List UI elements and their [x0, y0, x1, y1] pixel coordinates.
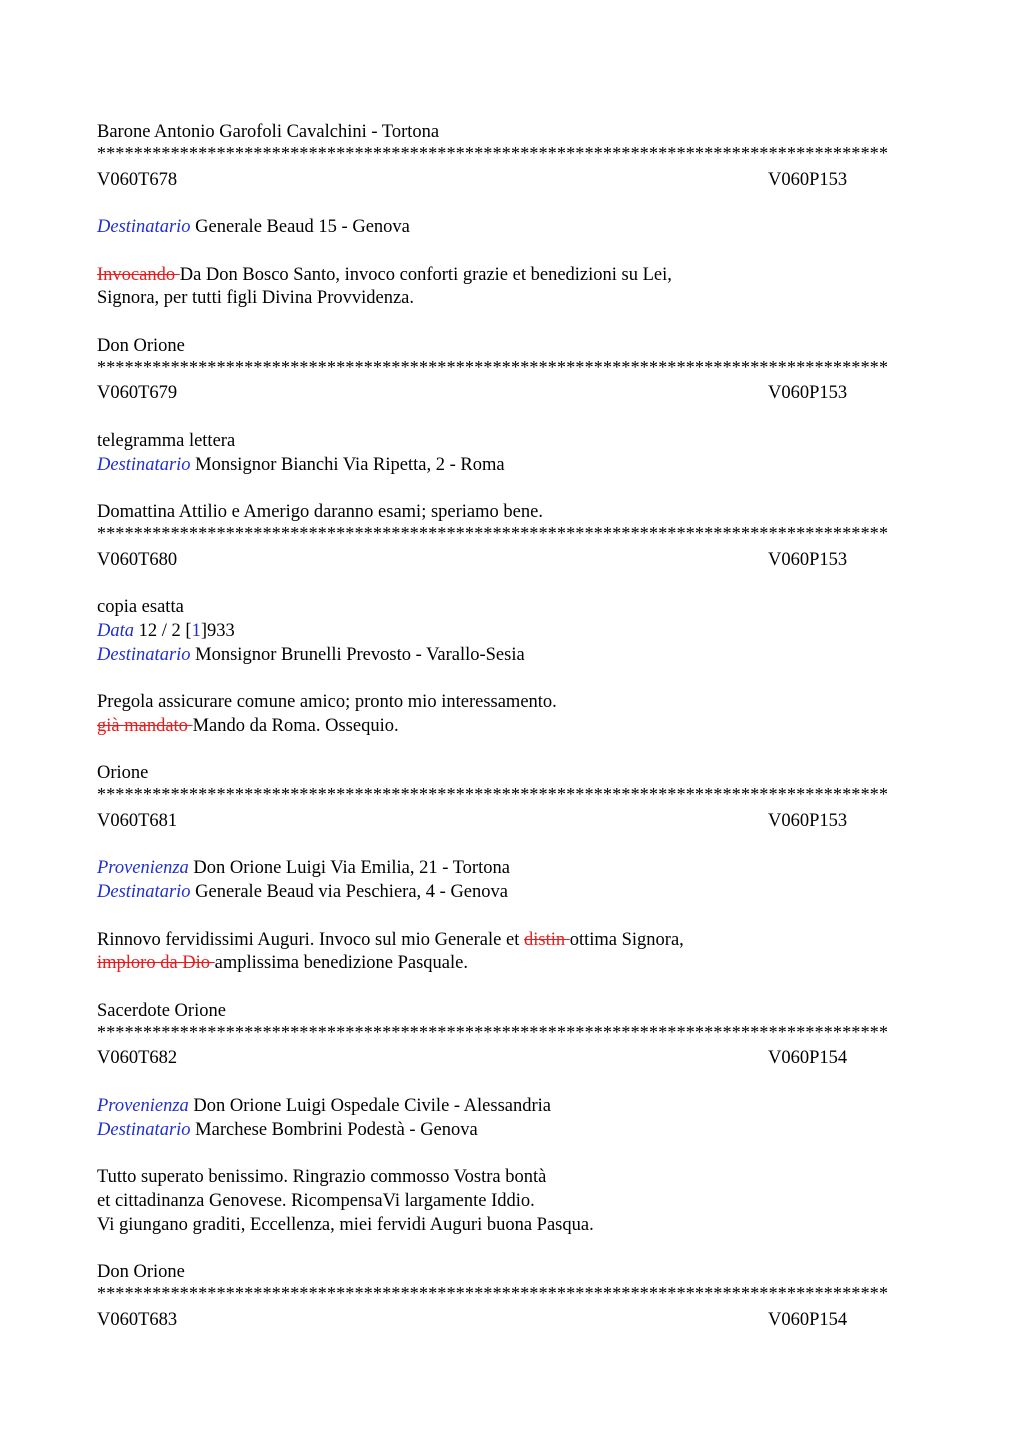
- entry-code-row: [97, 549, 927, 573]
- page-code: V060P154: [768, 1048, 848, 1069]
- separator: **************************************************************************************: [97, 524, 889, 543]
- entry-code-row: [97, 810, 927, 834]
- data-line: [97, 620, 927, 644]
- page-code: V060P154: [768, 1309, 848, 1330]
- body-line: [97, 264, 927, 288]
- page-code: V060P153: [768, 810, 848, 831]
- provenienza-label: Provenienza: [97, 858, 189, 879]
- entry-code: V060T682: [97, 1048, 178, 1069]
- entry-code-row: [97, 1309, 927, 1333]
- header-recipient-line: Barone Antonio Garofoli Cavalchini - Tortona: [97, 122, 440, 142]
- body-line: et cittadinanza Genovese. RicompensaVi largamente Iddio.: [97, 1190, 535, 1211]
- page-code: V060P153: [768, 383, 848, 404]
- date-part: 12 / 2 [: [138, 620, 192, 641]
- destinatario-label: Destinatario: [97, 217, 191, 237]
- body-line: Domattina Attilio e Amerigo daranno esami; speriamo bene.: [97, 502, 543, 522]
- provenienza-label: Provenienza: [97, 1095, 189, 1116]
- document-page: [97, 121, 927, 1332]
- body-line: Vi giungano graditi, Eccellenza, miei fervidi Auguri buona Pasqua.: [97, 1214, 594, 1235]
- provenienza-value: Don Orione Luigi Via Emilia, 21 - Tortona: [193, 858, 510, 879]
- page-code: V060P153: [768, 169, 848, 190]
- body-line: Tutto superato benissimo. Ringrazio commosso Vostra bontà: [97, 1167, 547, 1187]
- entry-note: copia esatta: [97, 597, 184, 617]
- body-text: ottima Signora,: [569, 929, 684, 950]
- provenienza-value: Don Orione Luigi Ospedale Civile - Alessandria: [193, 1095, 552, 1116]
- body-line: Pregola assicurare comune amico; pronto mio interessamento.: [97, 692, 557, 712]
- destinatario-line: [97, 881, 927, 905]
- separator: **************************************************************************************: [97, 144, 889, 163]
- deleted-text: distin: [523, 929, 570, 950]
- entry-code-row: [97, 169, 927, 193]
- body-line: [97, 952, 927, 976]
- date-part: ]933: [200, 620, 235, 641]
- deleted-text: già mandato: [97, 715, 193, 736]
- signature: Don Orione: [97, 335, 185, 356]
- destinatario-value: Monsignor Bianchi Via Ripetta, 2 - Roma: [195, 454, 505, 475]
- destinatario-line: [97, 1119, 927, 1143]
- entry-note: telegramma lettera: [97, 430, 236, 451]
- entry-code: V060T679: [97, 383, 178, 404]
- signature: Orione: [97, 763, 149, 784]
- destinatario-value: Generale Beaud via Peschiera, 4 - Genova: [195, 882, 508, 902]
- entry-code-row: [97, 382, 927, 406]
- date-editorial-digit: 1: [191, 620, 201, 641]
- separator: **************************************************************************************: [97, 786, 889, 804]
- separator: **************************************************************************************: [97, 1284, 889, 1303]
- entry-code: V060T678: [97, 169, 178, 190]
- provenienza-line: [97, 857, 927, 881]
- entry-code: V060T683: [97, 1309, 178, 1330]
- signature: Don Orione: [97, 1262, 185, 1282]
- entry-code: V060T681: [97, 810, 178, 831]
- body-text: Rinnovo fervidissimi Auguri. Invoco sul mio Generale et: [97, 929, 524, 950]
- destinatario-line: [97, 644, 927, 668]
- destinatario-value: Generale Beaud 15 - Genova: [195, 217, 410, 237]
- separator: **************************************************************************************: [97, 1023, 889, 1042]
- page-code: V060P153: [768, 549, 848, 570]
- entry-code: V060T680: [97, 549, 178, 570]
- body-text: Mando da Roma. Ossequio.: [192, 715, 399, 736]
- provenienza-line: [97, 1095, 927, 1119]
- separator: **************************************************************************************: [97, 358, 889, 377]
- destinatario-value: Monsignor Brunelli Prevosto - Varallo-Sesia: [195, 644, 525, 665]
- destinatario-label: Destinatario: [97, 882, 191, 902]
- body-line: [97, 715, 927, 739]
- deleted-text: imploro da Dio: [97, 953, 215, 974]
- body-line: Signora, per tutti figli Divina Provvidenza.: [97, 288, 415, 309]
- signature: Sacerdote Orione: [97, 1000, 226, 1021]
- destinatario-label: Destinatario: [97, 1119, 191, 1140]
- destinatario-label: Destinatario: [97, 454, 191, 475]
- body-text: amplissima benedizione Pasquale.: [214, 953, 468, 974]
- destinatario-line: [97, 454, 927, 478]
- data-label: Data: [97, 620, 134, 641]
- destinatario-line: [97, 216, 927, 240]
- entry-code-row: [97, 1047, 927, 1071]
- destinatario-value: Marchese Bombrini Podestà - Genova: [195, 1119, 478, 1140]
- body-line: [97, 929, 927, 953]
- deleted-text: Invocando: [97, 264, 180, 285]
- destinatario-label: Destinatario: [97, 644, 191, 665]
- body-text: Da Don Bosco Santo, invoco conforti grazie et benedizioni su Lei,: [179, 264, 672, 285]
